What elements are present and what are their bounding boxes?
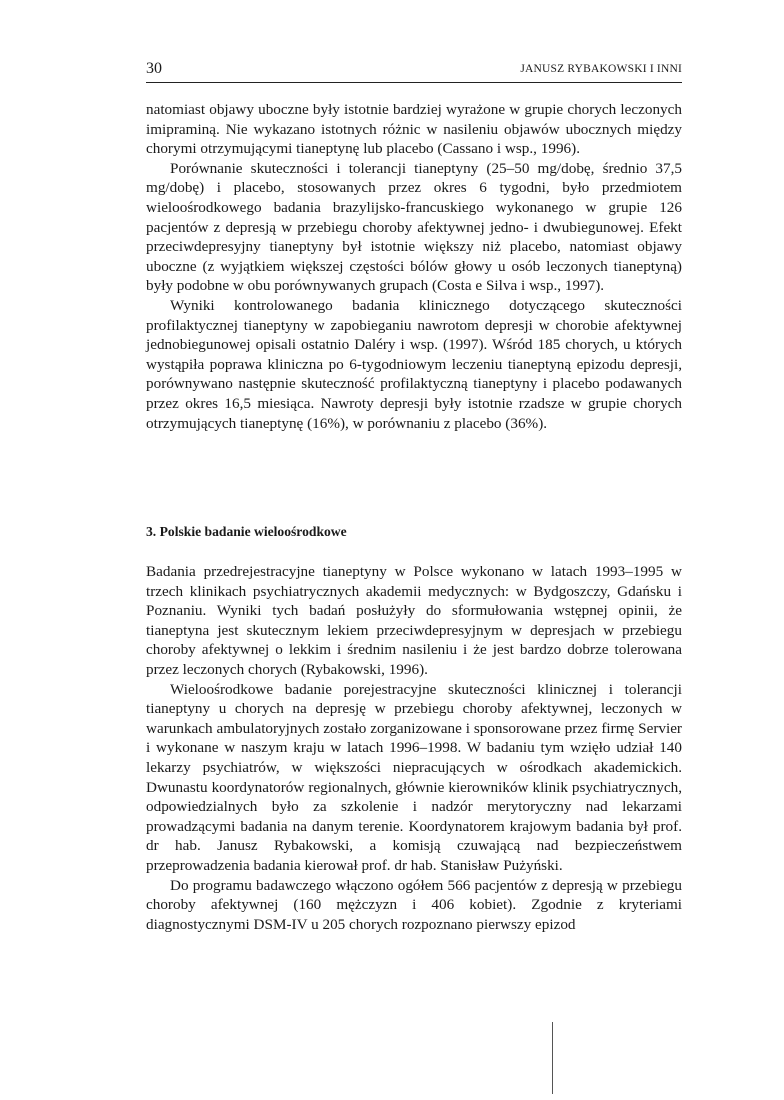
- margin-line: [552, 1022, 553, 1094]
- paragraph-dalery: Wyniki kontrolowanego badania klinicznego dotyczącego skuteczności profilaktycznej tianeptyny w zapobieganiu nawrotom depresji w chorobie afektywnej jednobiegunowej opisali ostatnio Daléry i wsp. (1997). Wśród 185 chorych, u których wystąpiła poprawa kliniczna po 6-tygodniowym leczeniu tianeptyną epizodu depresji, porównywano następnie skuteczność profilaktyczną tianeptyny i placebo podawanych przez okres 16,5 miesiąca. Nawroty depresji były istotnie rzadsze w grupie chorych otrzymujących tianeptynę (16%), w porównaniu z placebo (36%).: [146, 296, 682, 432]
- paragraph-continuation: natomiast objawy uboczne były istotnie bardziej wyrażone w grupie chorych leczonych imipraminą. Nie wykazano istotnych różnic w nasileniu objawów ubocznych między chorymi otrzymującymi tianeptynę lub placebo (Cassano i wsp., 1996).: [146, 101, 682, 158]
- paragraph-program: Do programu badawczego włączono ogółem 566 pacjentów z depresją w przebiegu choroby afektywnej (160 mężczyzn i 406 kobiet). Zgodnie z kryteriami diagnostycznymi DSM-IV u 205 chorych rozpoznano pierwszy epizod: [146, 876, 682, 933]
- body-text-section: [146, 562, 682, 934]
- section-heading: 3. Polskie badanie wieloośrodkowe: [146, 524, 347, 539]
- paragraph-costa-e-silva: Porównanie skuteczności i tolerancji tianeptyny (25–50 mg/dobę, średnio 37,5 mg/dobę) i placebo, stosowanych przez okres 6 tygodni, było przedmiotem wieloośrodkowego badania brazylijsko-francuskiego wykonanego w grupie 126 pacjentów z depresją w przebiegu choroby afektywnej jedno- i dwubiegunowej. Efekt przeciwdepresyjny tianeptyny był istotnie większy niż placebo, natomiast objawy uboczne (z wyjątkiem większej częstości bólów głowy u osób leczonych tianeptyną) były podobne w obu porównywanych grupach (Costa e Silva i wsp., 1997).: [146, 159, 682, 295]
- paragraph-multicenter: Wieloośrodkowe badanie porejestracyjne skuteczności klinicznej i tolerancji tianeptyny u chorych na depresję w przebiegu choroby afektywnej, leczonych w warunkach ambulatoryjnych zostało zorganizowane i sponsorowane przez firmę Servier i wykonane w naszym kraju w latach 1996–1998. W badaniu tym wzięło udział 140 lekarzy psychiatrów, w większości niepracujących w ośrodkach akademickich. Dwunastu koordynatorów regionalnych, głównie kierowników klinik psychiatrycznych, odpowiedzialnych było za szkolenie i nadzór merytoryczny nad lekarzami prowadzącymi badania na danym terenie. Koordynatorem krajowym badania był prof. dr hab. Janusz Rybakowski, a komisją czuwającą nad bezpieczeństwem przeprowadzenia badania kierował prof. dr hab. Stanisław Pużyński.: [146, 680, 682, 874]
- paragraph-preregistration: Badania przedrejestracyjne tianeptyny w Polsce wykonano w latach 1993–1995 w trzech klinikach psychiatrycznych akademii medycznych: w Bydgoszczy, Gdańsku i Poznaniu. Wyniki tych badań posłużyły do sformułowania wstępnej opinii, że tianeptyna jest skutecznym lekiem przeciwdepresyjnym w depresjach w przebiegu choroby afektywnej o lekkim i średnim nasileniu i że jest bardzo dobrze tolerowana przez leczonych chorych (Rybakowski, 1996).: [146, 563, 682, 678]
- body-text-top: [146, 100, 682, 433]
- page-number: 30: [146, 60, 162, 77]
- page-header: [146, 58, 682, 83]
- running-head: JANUSZ RYBAKOWSKI I INNI: [520, 63, 682, 75]
